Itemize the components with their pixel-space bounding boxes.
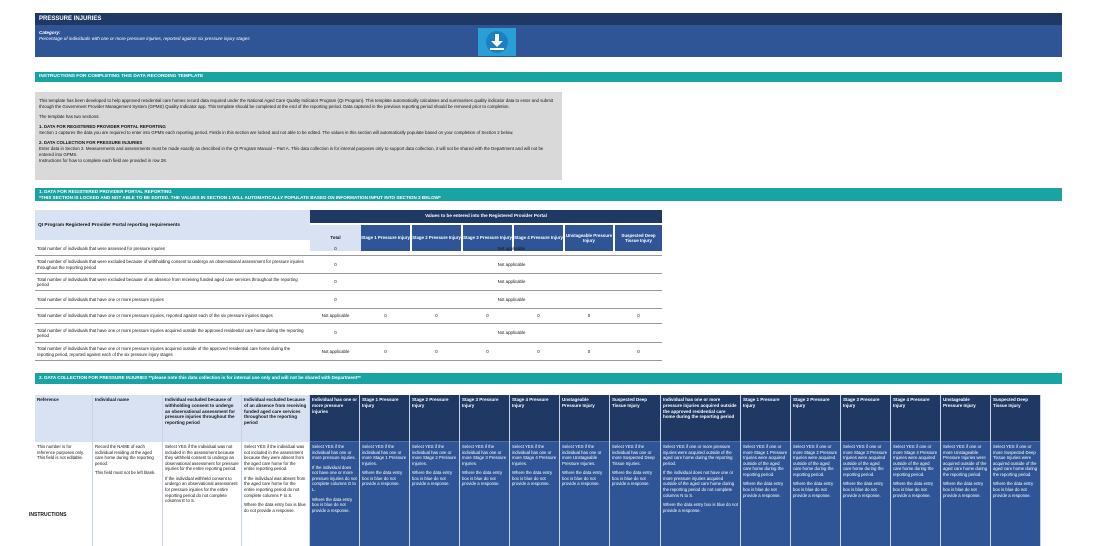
section2-column-header: Unstageable Pressure Injury bbox=[941, 395, 990, 442]
row-label: Total number of individuals that have one or more pressure injuries acquired outside of the approved residential care home during the reporting period, reported against each of the six pressure injury stages bbox=[37, 346, 291, 357]
row-not-applicable: Not applicable bbox=[497, 296, 526, 302]
section2-column bbox=[891, 395, 941, 546]
section2-column bbox=[35, 395, 93, 546]
instruction-text: Where the data entry box is blue do not provide a response. bbox=[512, 470, 553, 487]
section2-column bbox=[163, 395, 242, 546]
instructions-header: INSTRUCTIONS FOR COMPLETING THIS DATA RECORDING TEMPLATE bbox=[35, 72, 1062, 82]
instructions-s1-title: 1. DATA FOR REGISTERED PROVIDER PORTAL REPORTING bbox=[39, 123, 166, 129]
section2-table bbox=[35, 395, 1062, 546]
row-stage1-value: 0 bbox=[384, 348, 387, 354]
download-tray-icon bbox=[478, 28, 516, 56]
section2-column-instructions[interactable] bbox=[891, 442, 940, 546]
section2-column-instructions[interactable] bbox=[510, 442, 559, 546]
section1-col-unstageable: Unstageable Pressure Injury bbox=[565, 225, 613, 251]
row-not-applicable: Not applicable bbox=[497, 246, 526, 252]
section2-header: 2. DATA COLLECTION FOR PRESSURE INJURIES **please note this data collection is for internal use only and will not be shared with Department** bbox=[35, 373, 1062, 384]
section2-column-header: Suspected Deep Tissue Injury bbox=[991, 395, 1040, 442]
instruction-text: Select YES if one or more Stage 1 Pressure Injuries were acquired outside of the aged care home during the reporting period. bbox=[743, 444, 788, 477]
instruction-text: Select YES if the individual has one or more Unstageable Pressure Injuries. bbox=[562, 444, 602, 466]
section2-column-header: Stage 2 Pressure Injury bbox=[791, 395, 840, 442]
section2-column-instructions[interactable] bbox=[93, 442, 162, 546]
row-deep-tissue-value: 0 bbox=[637, 313, 640, 319]
instruction-text: Select YES if the individual was not included in the assessment because they were absent from the aged care home for the entire reporting period. bbox=[244, 444, 305, 472]
section1-col-stage1: Stage 1 Pressure Injury bbox=[361, 225, 410, 251]
section2-column-instructions[interactable] bbox=[991, 442, 1040, 546]
section2-column bbox=[661, 395, 741, 546]
section2-column bbox=[791, 395, 841, 546]
section2-column-header: Unstageable Pressure Injury bbox=[560, 395, 609, 442]
instruction-text: Where the data entry box is blue do not provide a response. bbox=[312, 496, 353, 513]
section2-column bbox=[310, 395, 360, 546]
section2-column bbox=[93, 395, 163, 546]
section2-column-header: Stage 1 Pressure Injury bbox=[360, 395, 409, 442]
section2-column-header: Individual name bbox=[93, 395, 162, 442]
instruction-text: Select YES if one or more pressure injuries were acquired outside of the aged care home during the reporting period. bbox=[663, 444, 733, 466]
row-stage3-value: 0 bbox=[486, 348, 489, 354]
instruction-text: Where the data entry box is blue do not provide a response. bbox=[843, 481, 884, 498]
section1-left-header: QI Program Registered Provider Portal reporting requirements bbox=[35, 210, 310, 240]
instruction-text: Where the data entry box is blue do not provide a response. bbox=[244, 502, 306, 513]
section2-column-header: Stage 4 Pressure Injury bbox=[510, 395, 559, 442]
section2-column-header: Stage 1 Pressure Injury bbox=[741, 395, 790, 442]
instructions-s2-title: 2. DATA COLLECTION FOR PRESSURE INJURIES bbox=[39, 139, 143, 145]
section2-column bbox=[610, 395, 661, 546]
section1-header bbox=[35, 188, 1062, 201]
row-label: Total number of individuals that have one or more pressure injuries bbox=[37, 296, 164, 302]
row-stage2-value: 0 bbox=[435, 313, 438, 319]
instructions-s2-text: Enter data in Section 2. Measurements and assessments must be made exactly as described in the QI Program Manual – Part A. This data collection is for internal purposes only to support data collection, it will not be shared with the Department and will not be entered into GPMS. bbox=[39, 145, 544, 157]
table-row bbox=[35, 256, 662, 274]
instructions-row-label: INSTRUCTIONS bbox=[29, 512, 67, 518]
section2-column-header: Reference bbox=[35, 395, 92, 442]
instructions-box bbox=[35, 92, 562, 180]
row-total: Not applicable bbox=[321, 348, 350, 354]
instruction-text: Record the NAME of each individual residing at the aged care home during the reporting period. bbox=[95, 444, 154, 466]
instruction-text: Where the data entry box is blue do not provide a response. bbox=[893, 481, 934, 498]
section2-column bbox=[560, 395, 610, 546]
category-bar bbox=[35, 25, 1062, 57]
instruction-text: Select YES if one or more Stage 4 Pressure Injuries were acquired outside of the aged care home during the reporting period. bbox=[893, 444, 938, 477]
row-not-applicable: Not applicable bbox=[497, 330, 526, 336]
section2-column-header: Stage 4 Pressure Injury bbox=[891, 395, 940, 442]
instructions-s2-text2: Instructions for how to complete each field are provided in row 28. bbox=[39, 157, 167, 163]
row-label: Total number of individuals that were excluded because of withholding consent to undergo an observational assessment for pressure injuries throughout the reporting period bbox=[37, 259, 304, 270]
instruction-text: Select YES if the individual was not included in the assessment because they withheld consent to undergo an observational assessment for pressure injuries for the entire reporting period. bbox=[165, 444, 239, 472]
instruction-text: Where the data entry box is blue do not provide a response. bbox=[993, 481, 1034, 498]
instructions-s1-text: Section 1 captures the data you are required to enter into GPMS each reporting period. Fields in this section are locked and not able to be edited. The values in this section will automatically populate based on your completion of Section 2 below. bbox=[39, 129, 514, 135]
section2-column-instructions[interactable] bbox=[360, 442, 409, 546]
instruction-text: Where the data entry box is blue do not provide a response. bbox=[793, 481, 834, 498]
instruction-text: This number is for reference purposes only. This field is not editable. bbox=[37, 444, 84, 461]
row-unstageable-value: 0 bbox=[587, 313, 591, 319]
instruction-text: Select YES if one or more Unstageable Pressure Injuries were acquired outside of the aged care home during the reporting period. bbox=[943, 444, 988, 477]
section2-column bbox=[991, 395, 1041, 546]
instruction-text: Select YES if one or more Stage 3 Pressure Injuries were acquired outside of the aged care home during the reporting period. bbox=[843, 444, 888, 477]
instruction-text: Where the data entry box is blue do not provide a response. bbox=[362, 470, 403, 487]
instructions-sections-intro: The template has two sections: bbox=[39, 113, 100, 119]
row-stage4-value: 0 bbox=[537, 313, 540, 319]
instruction-text: Where the data entry box is blue do not provide a response. bbox=[412, 470, 453, 487]
section2-column-instructions[interactable] bbox=[163, 442, 241, 546]
section2-column bbox=[741, 395, 791, 546]
section1-top-header: Values to be entered into the Registered Provider Portal bbox=[310, 210, 662, 223]
table-row bbox=[35, 274, 662, 291]
section2-column bbox=[841, 395, 891, 546]
row-stage3-value: 0 bbox=[486, 313, 489, 319]
section2-column bbox=[460, 395, 510, 546]
row-total: 0 bbox=[334, 330, 337, 336]
section2-column-instructions[interactable] bbox=[610, 442, 660, 546]
instruction-text: Select YES if the individual has one or more Suspected Deep Tissue Injuries. bbox=[612, 444, 655, 466]
instruction-text: Where the data entry box is blue do not provide a response. bbox=[612, 470, 653, 487]
row-total: 0 bbox=[334, 261, 337, 267]
section2-column-instructions[interactable] bbox=[310, 442, 359, 546]
section2-column-instructions[interactable] bbox=[460, 442, 509, 546]
row-not-applicable: Not applicable bbox=[497, 279, 526, 285]
section2-column-header: Suspected Deep Tissue Injury bbox=[610, 395, 660, 442]
section2-column-instructions[interactable] bbox=[35, 442, 92, 546]
section2-column-header: Stage 3 Pressure Injury bbox=[460, 395, 509, 442]
section1-col-stage4: Stage 4 Pressure Injury bbox=[514, 225, 563, 251]
row-stage1-value: 0 bbox=[384, 313, 387, 319]
table-row bbox=[35, 309, 662, 324]
row-stage4-value: 0 bbox=[537, 348, 540, 354]
page-title: PRESSURE INJURIES bbox=[35, 13, 1062, 25]
instruction-text: Where the data entry box is blue do not provide a response. bbox=[943, 481, 984, 498]
row-total: Not applicable bbox=[321, 313, 350, 319]
section2-column bbox=[510, 395, 560, 546]
section1-header-line1: 1. DATA FOR REGISTERED PROVIDER PORTAL REPORTING bbox=[39, 189, 172, 194]
row-label: Total number of individuals that were excluded because of an absence from receiving funded aged care services throughout the reporting period bbox=[37, 276, 298, 287]
instructions-intro: This template has been developed to help approved residential care homes record data required under the National Aged Care Quality Indicator Program (QI Program). This template automatically calculates and summarises quality indicator data to enter and submit through the Government Provider Management System (GPMS) Quality Indicator app. This template should be completed at the end of the reporting period. Data captured in the previous reporting period should be removed prior to completion. bbox=[39, 98, 554, 109]
instruction-text: Select YES if the individual has one or more Stage 4 Pressure Injuries. bbox=[512, 444, 557, 466]
instruction-text: This field must not be left blank. bbox=[95, 470, 156, 476]
section2-column-instructions[interactable] bbox=[410, 442, 459, 546]
section2-column-header: Stage 2 Pressure Injury bbox=[410, 395, 459, 442]
section2-column-instructions[interactable] bbox=[741, 442, 790, 546]
instruction-text: Where the data entry box is blue do not provide a response. bbox=[462, 470, 503, 487]
row-label: Total number of individuals that were assessed for pressure injuries bbox=[37, 246, 166, 252]
section2-column-header: Individual excluded because of withholding consent to undergo an observational assessment for pressure injuries throughout the reporting period bbox=[163, 395, 241, 442]
section1-header-line2: *THIS SECTION IS LOCKED AND NOT ABLE TO BE EDITED. THE VALUES IN SECTION 1 WILL AUTOMATICALLY POPULATE BASED ON INFORMATION INPUT INTO SECTION 2 BELOW* bbox=[39, 194, 441, 200]
instruction-text: Where the data entry box is blue do not provide a response. bbox=[743, 481, 784, 498]
instruction-text: If the individual was absent from the aged care home for the entire reporting period do not complete columns F to S. bbox=[244, 475, 306, 498]
section1-col-stage2: Stage 2 Pressure Injury bbox=[412, 225, 461, 251]
category-value: Percentage of individuals with one or more pressure injuries, reported against six pressure injury stages bbox=[39, 35, 250, 41]
row-deep-tissue-value: 0 bbox=[637, 348, 640, 354]
table-row bbox=[35, 291, 662, 309]
instruction-text: Select YES if the individual has one or more Stage 1 Pressure Injuries. bbox=[362, 444, 407, 466]
section1-col-total: Total bbox=[310, 225, 361, 251]
instruction-text: Where the data entry box is blue do not provide a response. bbox=[663, 502, 739, 513]
row-total: 0 bbox=[334, 246, 337, 252]
table-row bbox=[35, 343, 662, 361]
section1-col-stage3: Stage 3 Pressure Injury bbox=[463, 225, 512, 251]
row-label: Total number of individuals that have one or more pressure injuries, reported against each of the six pressure injuries stages bbox=[37, 313, 273, 319]
instruction-text: If the individual withheld consent to undergo an observational assessment for pressure injuries for the entire reporting period do not complete columns E to S. bbox=[165, 475, 238, 504]
row-stage2-value: 0 bbox=[435, 348, 438, 354]
table-row bbox=[35, 324, 662, 343]
section1-col-deep-tissue: Suspected Deep Tissue Injury bbox=[615, 225, 662, 251]
instruction-text: Select YES if the individual has one or more Stage 2 Pressure Injuries. bbox=[412, 444, 457, 466]
instruction-text: Select YES if the individual has one or more pressure injuries. bbox=[312, 444, 356, 461]
table-row bbox=[35, 243, 662, 256]
section2-column-instructions[interactable] bbox=[242, 442, 309, 546]
section2-column-header: Individual has one or more pressure injuries acquired outside the approved residential care home during the reporting period bbox=[661, 395, 740, 442]
section2-column-header: Stage 3 Pressure Injury bbox=[841, 395, 890, 442]
instruction-text: Select YES if the individual has one or more Stage 3 Pressure Injuries. bbox=[462, 444, 507, 466]
section2-column-instructions[interactable] bbox=[560, 442, 609, 546]
section2-column-header: Individual has one or more pressure injuries bbox=[310, 395, 359, 442]
instruction-text: If the individual does not have one or more pressure injuries acquired outside of the aged care home during the reporting period do not complete columns N to S. bbox=[663, 470, 735, 498]
section2-column-instructions[interactable] bbox=[791, 442, 840, 546]
row-total: 0 bbox=[334, 296, 337, 302]
section2-column bbox=[410, 395, 460, 546]
section2-column-instructions[interactable] bbox=[941, 442, 990, 546]
row-label: Total number of individuals that have one or more pressure injuries acquired outside the approved residential care home during the reporting period bbox=[37, 327, 304, 338]
section2-column-header: Individual excluded because of an absence from receiving funded aged care services throughout the reporting period bbox=[242, 395, 309, 442]
section2-column-instructions[interactable] bbox=[841, 442, 890, 546]
category-label: Category: bbox=[39, 30, 61, 35]
instruction-text: Select YES if one or more Stage 2 Pressure Injuries were acquired outside of the aged care home during the reporting period. bbox=[793, 444, 838, 477]
section2-column bbox=[242, 395, 310, 546]
row-unstageable-value: 0 bbox=[587, 348, 591, 354]
section2-column-instructions[interactable] bbox=[661, 442, 740, 546]
instruction-text: If the individual does not have one or more pressure injuries do not complete columns G to L. bbox=[312, 464, 357, 493]
row-not-applicable: Not applicable bbox=[497, 261, 526, 267]
section2-column bbox=[360, 395, 410, 546]
instruction-text: Where the data entry box is blue do not provide a response. bbox=[562, 470, 603, 487]
instruction-text: Select YES if one or more Suspected Deep Tissue Injuries were acquired outside of the aged care home during the reporting period. bbox=[993, 444, 1038, 477]
row-total: 0 bbox=[334, 279, 337, 285]
section2-column bbox=[941, 395, 991, 546]
